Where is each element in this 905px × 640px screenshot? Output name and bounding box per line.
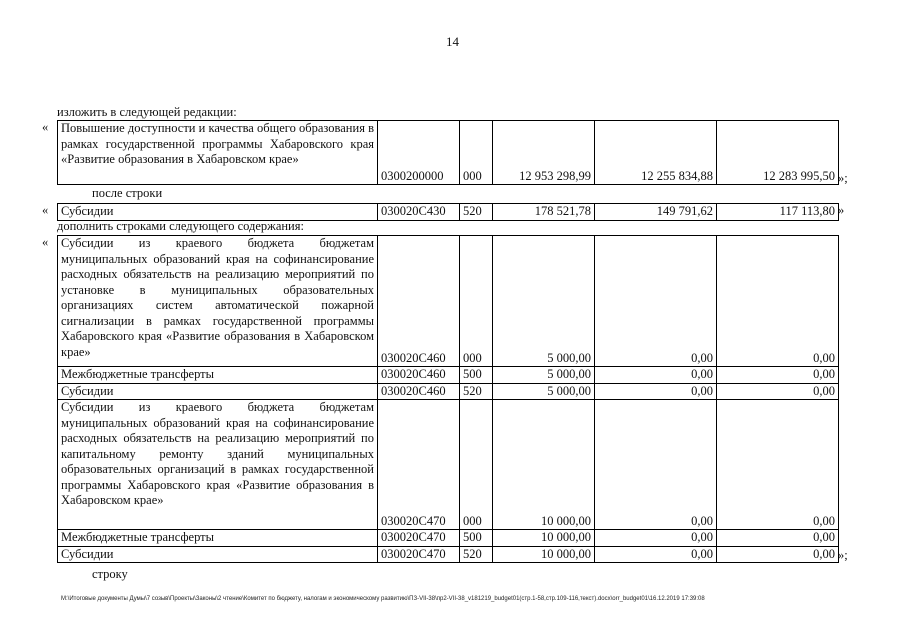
row-name: Субсидии [58,383,378,400]
open-quote-2: « [42,203,49,217]
row-v3: 12 283 995,50 [717,121,839,185]
table-program [57,120,839,185]
row-name: Субсидии [58,546,378,563]
row-v3: 117 113,80 [717,204,839,221]
row-v1: 10 000,00 [493,530,595,547]
row-v1: 10 000,00 [493,546,595,563]
row-v3: 0,00 [717,530,839,547]
table-row [58,204,839,221]
row-name: Субсидии [58,204,378,221]
intro-text: изложить в следующей редакции: [57,105,237,119]
row-v1: 5 000,00 [493,367,595,384]
row-v2: 0,00 [595,383,717,400]
page-number: 14 [446,34,459,49]
close-quote-2: » [838,203,845,217]
row-vr: 520 [460,383,493,400]
row-v1: 5 000,00 [493,236,595,367]
close-semi-1: »; [838,171,848,185]
row-v2: 0,00 [595,530,717,547]
close-semi-3: »; [838,548,848,562]
row-v1: 12 953 298,99 [493,121,595,185]
after-line-text: после строки [92,186,163,200]
table-subsidy-c430 [57,203,839,221]
row-vr: 000 [460,236,493,367]
table-row [58,383,839,400]
row-code: 030020С470 [378,400,460,530]
row-name: Субсидии из краевого бюджета бюджетам муниципальных образований края на софинансирование расходных обязательств на реализацию мероприятий по установке в муниципальных образовательных организациях систем автоматической пожарной сигнализации в рамках государственной программы Хабаровского края «Развитие образования в Хабаровском крае» [58,236,378,367]
table-row [58,530,839,547]
table-row [58,121,839,185]
row-v3: 0,00 [717,367,839,384]
row-v1: 10 000,00 [493,400,595,530]
table-row [58,546,839,563]
table-new-rows [57,235,839,563]
row-v3: 0,00 [717,383,839,400]
row-code: 030020С460 [378,367,460,384]
row-code: 030020С460 [378,236,460,367]
row-vr: 500 [460,367,493,384]
row-name: Межбюджетные трансферты [58,367,378,384]
row-vr: 500 [460,530,493,547]
open-quote-3: « [42,235,49,249]
supplement-text: дополнить строками следующего содержания: [57,219,304,233]
table-row [58,236,839,367]
row-code: 030020С460 [378,383,460,400]
table-row [58,367,839,384]
last-word: строку [92,567,128,581]
row-vr: 000 [460,121,493,185]
row-code: 030020С470 [378,530,460,547]
row-v2: 0,00 [595,236,717,367]
row-code: 030020С470 [378,546,460,563]
row-v2: 0,00 [595,400,717,530]
row-v3: 0,00 [717,400,839,530]
row-name: Субсидии из краевого бюджета бюджетам муниципальных образований края на софинансирование расходных обязательств на реализацию мероприятий по капитальному ремонту зданий муниципальных образовательных организаций в рамках государственной программы Хабаровского края «Развитие образования в Хабаровском крае» [58,400,378,530]
row-v1: 5 000,00 [493,383,595,400]
row-v1: 178 521,78 [493,204,595,221]
row-code: 0300200000 [378,121,460,185]
row-name: Повышение доступности и качества общего образования в рамках государственной программы Хабаровского края «Развитие образования в Хабаровском крае» [58,121,378,185]
table-row [58,400,839,530]
row-v2: 0,00 [595,367,717,384]
row-v2: 0,00 [595,546,717,563]
row-vr: 520 [460,546,493,563]
row-code: 030020С430 [378,204,460,221]
open-quote-1: « [42,120,49,134]
footer-file-path: М:\Итоговые документы Думы\7 созыв\Проекты\Законы\2 чтение\Комитет по бюджету, налогам и экономическому развитию\ПЗ-VII-38\пр2-VII-38_v181219_budget01(стр.1-58,стр.109-116,текст).docx\orr_budget01\16.12.2019 17:39:08 [61,596,705,602]
row-vr: 000 [460,400,493,530]
row-vr: 520 [460,204,493,221]
row-v3: 0,00 [717,546,839,563]
row-v3: 0,00 [717,236,839,367]
row-name: Межбюджетные трансферты [58,530,378,547]
row-v2: 12 255 834,88 [595,121,717,185]
row-v2: 149 791,62 [595,204,717,221]
